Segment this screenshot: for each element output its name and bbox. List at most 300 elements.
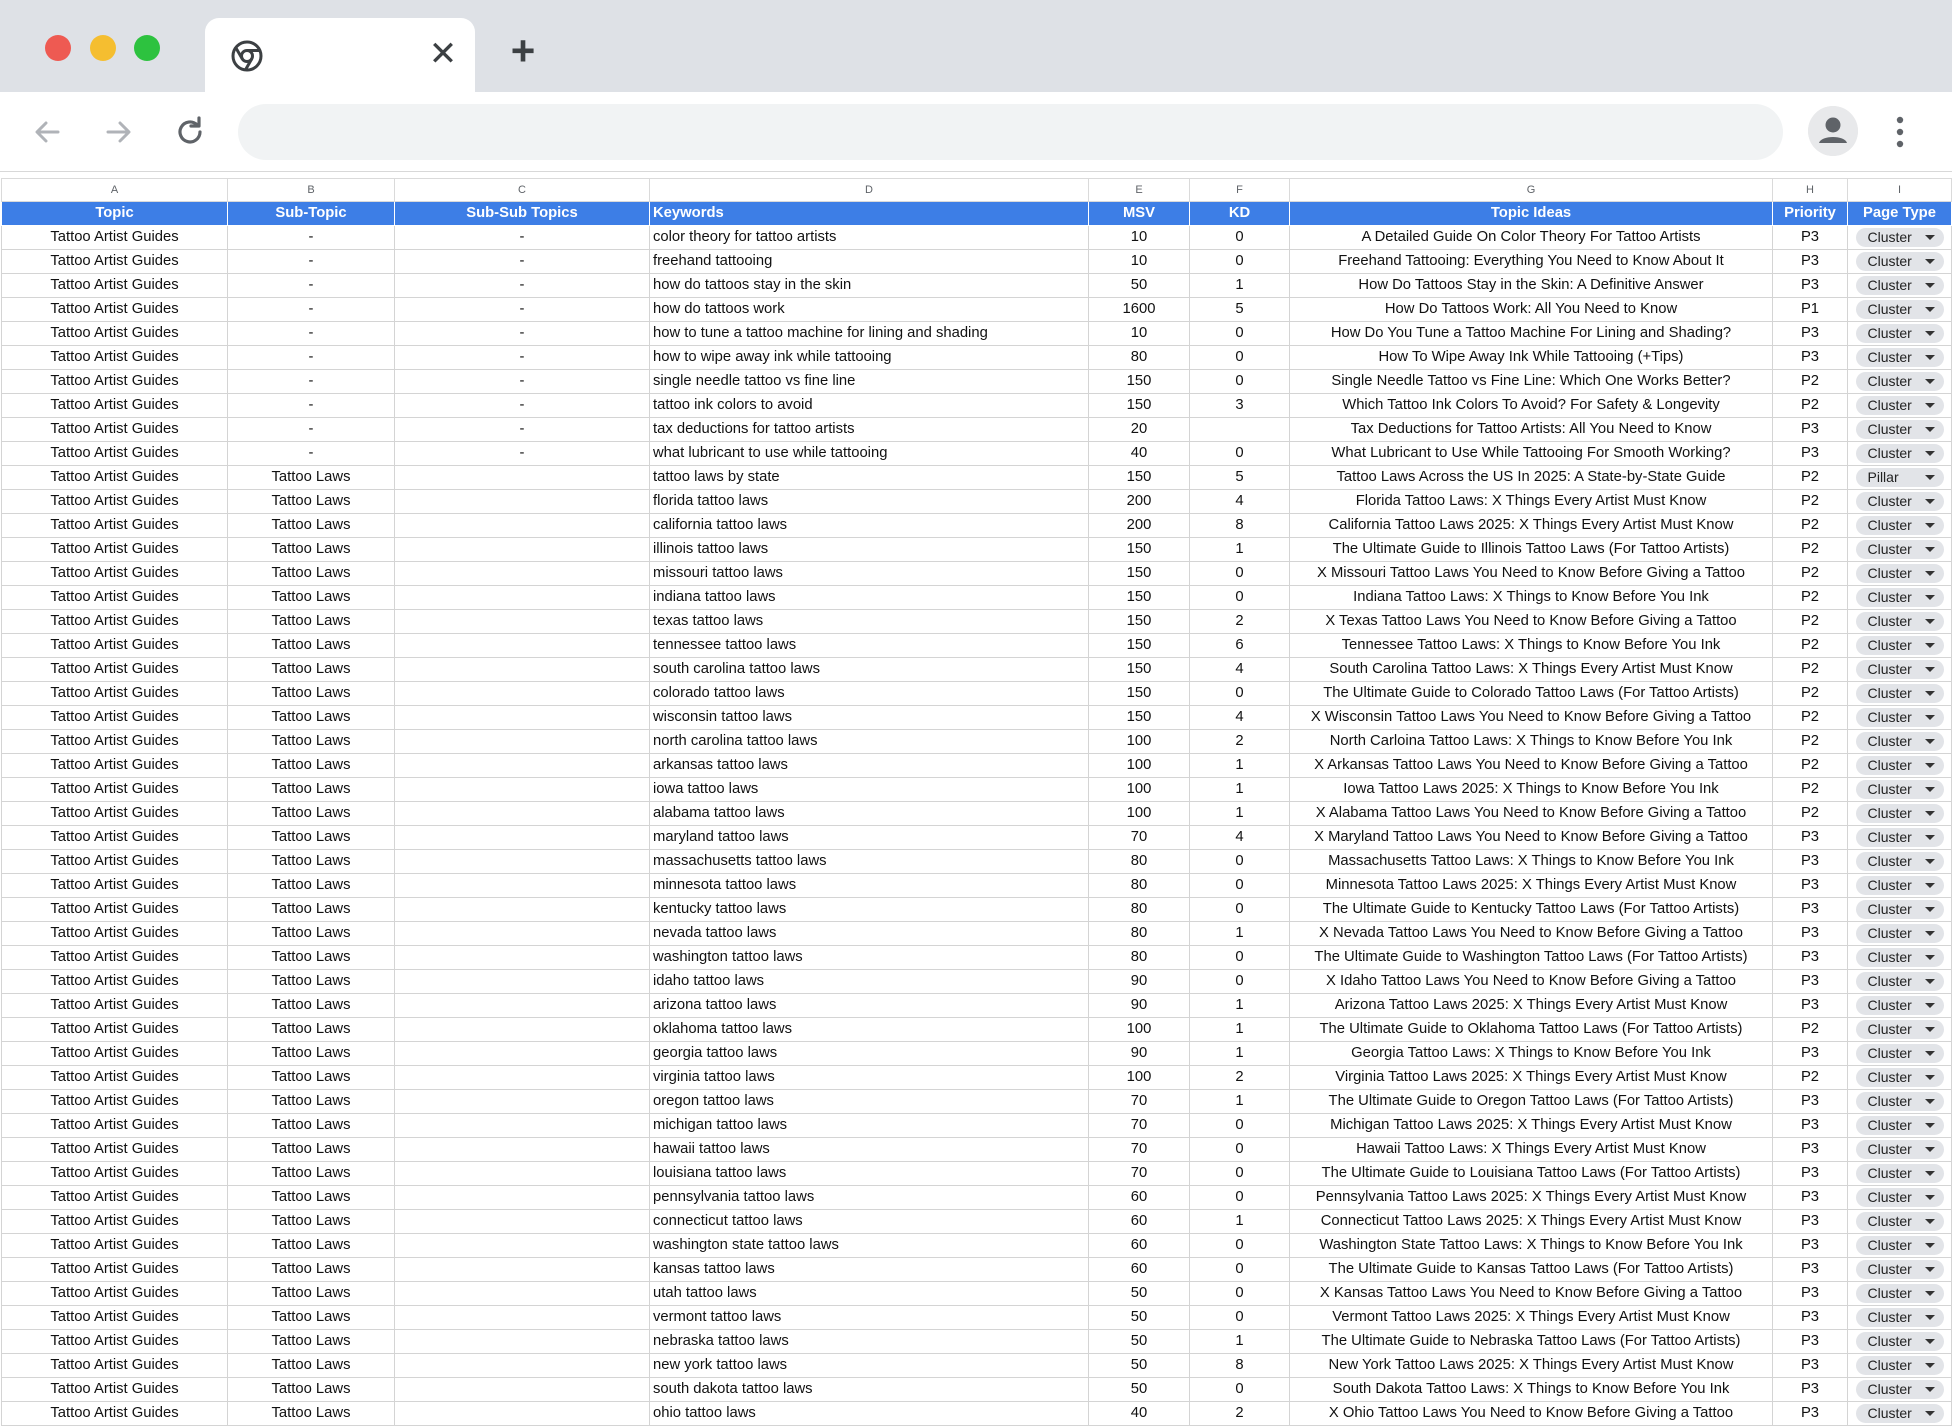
topic-cell[interactable]: Tattoo Artist Guides [2,754,228,778]
sub-sub-topic-cell[interactable] [395,562,650,586]
topic-cell[interactable]: Tattoo Artist Guides [2,490,228,514]
msv-cell[interactable]: 50 [1089,1354,1190,1378]
page-type-cell[interactable] [1848,826,1952,850]
msv-cell[interactable]: 40 [1089,1402,1190,1426]
kd-cell[interactable]: 5 [1190,298,1290,322]
minimize-window-button[interactable] [90,35,116,61]
header-page-type[interactable]: Page Type [1848,202,1952,226]
topic-idea-cell[interactable]: What Lubricant to Use While Tattooing For Smooth Working? [1290,442,1773,466]
page-type-dropdown[interactable]: Cluster [1856,996,1944,1015]
topic-cell[interactable]: Tattoo Artist Guides [2,1234,228,1258]
msv-cell[interactable]: 10 [1089,226,1190,250]
sub-sub-topic-cell[interactable] [395,850,650,874]
sub-topic-cell[interactable]: Tattoo Laws [228,514,395,538]
page-type-dropdown[interactable]: Cluster [1856,420,1944,439]
page-type-dropdown[interactable]: Cluster [1856,612,1944,631]
sub-sub-topic-cell[interactable] [395,826,650,850]
topic-cell[interactable]: Tattoo Artist Guides [2,562,228,586]
sub-sub-topic-cell[interactable] [395,1306,650,1330]
topic-idea-cell[interactable]: Tennessee Tattoo Laws: X Things to Know Before You Ink [1290,634,1773,658]
page-type-dropdown[interactable]: Cluster [1856,876,1944,895]
page-type-dropdown[interactable]: Cluster [1856,516,1944,535]
keyword-cell[interactable]: iowa tattoo laws [650,778,1089,802]
topic-cell[interactable]: Tattoo Artist Guides [2,322,228,346]
sub-sub-topic-cell[interactable] [395,1282,650,1306]
msv-cell[interactable]: 100 [1089,802,1190,826]
keyword-cell[interactable]: how to wipe away ink while tattooing [650,346,1089,370]
keyword-cell[interactable]: virginia tattoo laws [650,1066,1089,1090]
browser-menu-icon[interactable] [1890,112,1910,152]
kd-cell[interactable] [1190,418,1290,442]
topic-cell[interactable]: Tattoo Artist Guides [2,538,228,562]
msv-cell[interactable]: 10 [1089,250,1190,274]
msv-cell[interactable]: 80 [1089,346,1190,370]
keyword-cell[interactable]: missouri tattoo laws [650,562,1089,586]
kd-cell[interactable]: 0 [1190,898,1290,922]
kd-cell[interactable]: 3 [1190,394,1290,418]
sub-topic-cell[interactable]: Tattoo Laws [228,874,395,898]
sub-topic-cell[interactable]: Tattoo Laws [228,1354,395,1378]
topic-idea-cell[interactable]: How Do You Tune a Tattoo Machine For Lining and Shading? [1290,322,1773,346]
keyword-cell[interactable]: illinois tattoo laws [650,538,1089,562]
sub-topic-cell[interactable]: Tattoo Laws [228,1018,395,1042]
topic-idea-cell[interactable]: X Texas Tattoo Laws You Need to Know Before Giving a Tattoo [1290,610,1773,634]
sub-sub-topic-cell[interactable] [395,1258,650,1282]
page-type-cell[interactable] [1848,874,1952,898]
sub-topic-cell[interactable]: Tattoo Laws [228,1258,395,1282]
sub-topic-cell[interactable]: Tattoo Laws [228,682,395,706]
msv-cell[interactable]: 150 [1089,394,1190,418]
kd-cell[interactable]: 0 [1190,850,1290,874]
sub-sub-topic-cell[interactable] [395,1162,650,1186]
sub-topic-cell[interactable]: Tattoo Laws [228,490,395,514]
topic-idea-cell[interactable]: The Ultimate Guide to Nebraska Tattoo Laws (For Tattoo Artists) [1290,1330,1773,1354]
sub-topic-cell[interactable]: Tattoo Laws [228,1330,395,1354]
msv-cell[interactable]: 60 [1089,1258,1190,1282]
page-type-cell[interactable] [1848,490,1952,514]
page-type-cell[interactable] [1848,754,1952,778]
sub-topic-cell[interactable]: - [228,226,395,250]
keyword-cell[interactable]: washington state tattoo laws [650,1234,1089,1258]
topic-idea-cell[interactable]: The Ultimate Guide to Kentucky Tattoo Laws (For Tattoo Artists) [1290,898,1773,922]
kd-cell[interactable]: 0 [1190,682,1290,706]
header-sub-topic[interactable]: Sub-Topic [228,202,395,226]
priority-cell[interactable]: P2 [1773,394,1848,418]
priority-cell[interactable]: P3 [1773,274,1848,298]
kd-cell[interactable]: 4 [1190,826,1290,850]
sub-sub-topic-cell[interactable] [395,1378,650,1402]
topic-idea-cell[interactable]: South Carolina Tattoo Laws: X Things Every Artist Must Know [1290,658,1773,682]
topic-cell[interactable]: Tattoo Artist Guides [2,1018,228,1042]
page-type-dropdown[interactable]: Pillar [1856,468,1944,487]
page-type-cell[interactable] [1848,730,1952,754]
keyword-cell[interactable]: alabama tattoo laws [650,802,1089,826]
topic-idea-cell[interactable]: Tax Deductions for Tattoo Artists: All You Need to Know [1290,418,1773,442]
priority-cell[interactable]: P3 [1773,1282,1848,1306]
sub-topic-cell[interactable]: - [228,370,395,394]
topic-cell[interactable]: Tattoo Artist Guides [2,1138,228,1162]
page-type-cell[interactable] [1848,778,1952,802]
page-type-dropdown[interactable]: Cluster [1856,1020,1944,1039]
topic-cell[interactable]: Tattoo Artist Guides [2,802,228,826]
topic-cell[interactable]: Tattoo Artist Guides [2,850,228,874]
kd-cell[interactable]: 0 [1190,562,1290,586]
kd-cell[interactable]: 0 [1190,946,1290,970]
sub-sub-topic-cell[interactable] [395,1066,650,1090]
priority-cell[interactable]: P3 [1773,322,1848,346]
priority-cell[interactable]: P3 [1773,922,1848,946]
topic-idea-cell[interactable]: The Ultimate Guide to Washington Tattoo Laws (For Tattoo Artists) [1290,946,1773,970]
topic-idea-cell[interactable]: A Detailed Guide On Color Theory For Tattoo Artists [1290,226,1773,250]
page-type-dropdown[interactable]: Cluster [1856,1068,1944,1087]
sub-sub-topic-cell[interactable] [395,1186,650,1210]
keyword-cell[interactable]: georgia tattoo laws [650,1042,1089,1066]
topic-idea-cell[interactable]: Florida Tattoo Laws: X Things Every Artist Must Know [1290,490,1773,514]
topic-cell[interactable]: Tattoo Artist Guides [2,1186,228,1210]
kd-cell[interactable]: 1 [1190,754,1290,778]
page-type-cell[interactable] [1848,1306,1952,1330]
back-arrow-icon[interactable] [28,112,68,152]
kd-cell[interactable]: 8 [1190,1354,1290,1378]
page-type-cell[interactable] [1848,1354,1952,1378]
keyword-cell[interactable]: how to tune a tattoo machine for lining and shading [650,322,1089,346]
page-type-dropdown[interactable]: Cluster [1856,660,1944,679]
priority-cell[interactable]: P3 [1773,1378,1848,1402]
reload-icon[interactable] [170,112,210,152]
priority-cell[interactable]: P3 [1773,226,1848,250]
msv-cell[interactable]: 70 [1089,1114,1190,1138]
sub-sub-topic-cell[interactable] [395,706,650,730]
sub-topic-cell[interactable]: - [228,298,395,322]
topic-cell[interactable]: Tattoo Artist Guides [2,1066,228,1090]
page-type-dropdown[interactable]: Cluster [1856,564,1944,583]
sub-sub-topic-cell[interactable] [395,994,650,1018]
topic-idea-cell[interactable]: Iowa Tattoo Laws 2025: X Things to Know Before You Ink [1290,778,1773,802]
kd-cell[interactable]: 2 [1190,1066,1290,1090]
priority-cell[interactable]: P3 [1773,250,1848,274]
priority-cell[interactable]: P3 [1773,1354,1848,1378]
page-type-dropdown[interactable]: Cluster [1856,1044,1944,1063]
page-type-cell[interactable] [1848,370,1952,394]
keyword-cell[interactable]: vermont tattoo laws [650,1306,1089,1330]
topic-cell[interactable]: Tattoo Artist Guides [2,1114,228,1138]
sub-topic-cell[interactable]: Tattoo Laws [228,946,395,970]
topic-cell[interactable]: Tattoo Artist Guides [2,970,228,994]
sub-sub-topic-cell[interactable] [395,538,650,562]
sub-topic-cell[interactable]: Tattoo Laws [228,850,395,874]
page-type-cell[interactable] [1848,1378,1952,1402]
page-type-dropdown[interactable]: Cluster [1856,756,1944,775]
page-type-dropdown[interactable]: Cluster [1856,1140,1944,1159]
page-type-dropdown[interactable]: Cluster [1856,852,1944,871]
msv-cell[interactable]: 40 [1089,442,1190,466]
page-type-cell[interactable] [1848,1066,1952,1090]
sub-topic-cell[interactable]: Tattoo Laws [228,1042,395,1066]
page-type-dropdown[interactable]: Cluster [1856,1116,1944,1135]
keyword-cell[interactable]: tattoo ink colors to avoid [650,394,1089,418]
profile-avatar-icon[interactable] [1808,106,1858,156]
page-type-cell[interactable] [1848,466,1952,490]
page-type-cell[interactable] [1848,610,1952,634]
topic-idea-cell[interactable]: Arizona Tattoo Laws 2025: X Things Every Artist Must Know [1290,994,1773,1018]
topic-idea-cell[interactable]: How Do Tattoos Stay in the Skin: A Definitive Answer [1290,274,1773,298]
kd-cell[interactable]: 0 [1190,1282,1290,1306]
sub-sub-topic-cell[interactable] [395,1090,650,1114]
kd-cell[interactable]: 1 [1190,922,1290,946]
page-type-dropdown[interactable]: Cluster [1856,372,1944,391]
sub-topic-cell[interactable]: - [228,250,395,274]
sub-topic-cell[interactable]: Tattoo Laws [228,1210,395,1234]
priority-cell[interactable]: P2 [1773,1066,1848,1090]
priority-cell[interactable]: P3 [1773,994,1848,1018]
sub-topic-cell[interactable]: Tattoo Laws [228,1162,395,1186]
msv-cell[interactable]: 150 [1089,466,1190,490]
sub-topic-cell[interactable]: Tattoo Laws [228,562,395,586]
page-type-cell[interactable] [1848,1402,1952,1426]
sub-sub-topic-cell[interactable] [395,682,650,706]
kd-cell[interactable]: 1 [1190,994,1290,1018]
page-type-cell[interactable] [1848,1186,1952,1210]
topic-cell[interactable]: Tattoo Artist Guides [2,610,228,634]
priority-cell[interactable]: P3 [1773,1090,1848,1114]
topic-cell[interactable]: Tattoo Artist Guides [2,826,228,850]
topic-cell[interactable]: Tattoo Artist Guides [2,778,228,802]
sub-topic-cell[interactable]: - [228,346,395,370]
page-type-cell[interactable] [1848,1114,1952,1138]
page-type-cell[interactable] [1848,802,1952,826]
page-type-dropdown[interactable]: Cluster [1856,1164,1944,1183]
sub-sub-topic-cell[interactable] [395,466,650,490]
priority-cell[interactable]: P2 [1773,634,1848,658]
sub-sub-topic-cell[interactable] [395,802,650,826]
msv-cell[interactable]: 50 [1089,1378,1190,1402]
page-type-dropdown[interactable]: Cluster [1856,252,1944,271]
msv-cell[interactable]: 150 [1089,538,1190,562]
topic-cell[interactable]: Tattoo Artist Guides [2,274,228,298]
msv-cell[interactable]: 90 [1089,970,1190,994]
page-type-dropdown[interactable]: Cluster [1856,396,1944,415]
topic-idea-cell[interactable]: How To Wipe Away Ink While Tattooing (+Tips) [1290,346,1773,370]
sub-topic-cell[interactable]: Tattoo Laws [228,610,395,634]
kd-cell[interactable]: 4 [1190,490,1290,514]
topic-idea-cell[interactable]: X Nevada Tattoo Laws You Need to Know Before Giving a Tattoo [1290,922,1773,946]
priority-cell[interactable]: P3 [1773,1330,1848,1354]
msv-cell[interactable]: 70 [1089,1162,1190,1186]
sub-sub-topic-cell[interactable] [395,874,650,898]
kd-cell[interactable]: 1 [1190,274,1290,298]
keyword-cell[interactable]: north carolina tattoo laws [650,730,1089,754]
page-type-dropdown[interactable]: Cluster [1856,948,1944,967]
page-type-cell[interactable] [1848,418,1952,442]
keyword-cell[interactable]: arizona tattoo laws [650,994,1089,1018]
topic-cell[interactable]: Tattoo Artist Guides [2,994,228,1018]
keyword-cell[interactable]: freehand tattooing [650,250,1089,274]
msv-cell[interactable]: 70 [1089,1090,1190,1114]
topic-idea-cell[interactable]: X Maryland Tattoo Laws You Need to Know Before Giving a Tattoo [1290,826,1773,850]
sub-sub-topic-cell[interactable] [395,1210,650,1234]
kd-cell[interactable]: 8 [1190,514,1290,538]
topic-idea-cell[interactable]: Massachusetts Tattoo Laws: X Things to Know Before You Ink [1290,850,1773,874]
sub-topic-cell[interactable]: Tattoo Laws [228,1186,395,1210]
priority-cell[interactable]: P2 [1773,754,1848,778]
topic-idea-cell[interactable]: Tattoo Laws Across the US In 2025: A State-by-State Guide [1290,466,1773,490]
kd-cell[interactable]: 2 [1190,1402,1290,1426]
page-type-cell[interactable] [1848,682,1952,706]
sub-topic-cell[interactable]: Tattoo Laws [228,1066,395,1090]
column-letter[interactable]: B [228,179,395,202]
sub-sub-topic-cell[interactable]: - [395,394,650,418]
topic-cell[interactable]: Tattoo Artist Guides [2,394,228,418]
msv-cell[interactable]: 50 [1089,1282,1190,1306]
sub-sub-topic-cell[interactable] [395,1234,650,1258]
kd-cell[interactable]: 2 [1190,610,1290,634]
keyword-cell[interactable]: south carolina tattoo laws [650,658,1089,682]
msv-cell[interactable]: 60 [1089,1210,1190,1234]
msv-cell[interactable]: 150 [1089,682,1190,706]
topic-cell[interactable]: Tattoo Artist Guides [2,418,228,442]
page-type-cell[interactable] [1848,274,1952,298]
msv-cell[interactable]: 100 [1089,754,1190,778]
page-type-dropdown[interactable]: Cluster [1856,972,1944,991]
msv-cell[interactable]: 150 [1089,706,1190,730]
keyword-cell[interactable]: minnesota tattoo laws [650,874,1089,898]
page-type-cell[interactable] [1848,250,1952,274]
topic-cell[interactable]: Tattoo Artist Guides [2,1306,228,1330]
msv-cell[interactable]: 20 [1089,418,1190,442]
priority-cell[interactable]: P3 [1773,442,1848,466]
topic-idea-cell[interactable]: New York Tattoo Laws 2025: X Things Every Artist Must Know [1290,1354,1773,1378]
column-letter[interactable]: H [1773,179,1848,202]
topic-idea-cell[interactable]: South Dakota Tattoo Laws: X Things to Know Before You Ink [1290,1378,1773,1402]
sub-topic-cell[interactable]: Tattoo Laws [228,1114,395,1138]
page-type-cell[interactable] [1848,994,1952,1018]
page-type-dropdown[interactable]: Cluster [1856,1212,1944,1231]
msv-cell[interactable]: 150 [1089,586,1190,610]
maximize-window-button[interactable] [134,35,160,61]
topic-idea-cell[interactable]: Pennsylvania Tattoo Laws 2025: X Things Every Artist Must Know [1290,1186,1773,1210]
msv-cell[interactable]: 100 [1089,1018,1190,1042]
msv-cell[interactable]: 70 [1089,826,1190,850]
msv-cell[interactable]: 150 [1089,370,1190,394]
priority-cell[interactable]: P3 [1773,1210,1848,1234]
priority-cell[interactable]: P2 [1773,778,1848,802]
msv-cell[interactable]: 50 [1089,1330,1190,1354]
keyword-cell[interactable]: arkansas tattoo laws [650,754,1089,778]
keyword-cell[interactable]: pennsylvania tattoo laws [650,1186,1089,1210]
keyword-cell[interactable]: oregon tattoo laws [650,1090,1089,1114]
priority-cell[interactable]: P2 [1773,370,1848,394]
priority-cell[interactable]: P2 [1773,538,1848,562]
sub-topic-cell[interactable]: Tattoo Laws [228,466,395,490]
topic-idea-cell[interactable]: X Wisconsin Tattoo Laws You Need to Know Before Giving a Tattoo [1290,706,1773,730]
sub-sub-topic-cell[interactable] [395,778,650,802]
sub-topic-cell[interactable]: Tattoo Laws [228,826,395,850]
page-type-cell[interactable] [1848,706,1952,730]
priority-cell[interactable]: P3 [1773,826,1848,850]
kd-cell[interactable]: 0 [1190,586,1290,610]
keyword-cell[interactable]: tennessee tattoo laws [650,634,1089,658]
topic-cell[interactable]: Tattoo Artist Guides [2,250,228,274]
sub-sub-topic-cell[interactable] [395,946,650,970]
keyword-cell[interactable]: michigan tattoo laws [650,1114,1089,1138]
page-type-dropdown[interactable]: Cluster [1856,300,1944,319]
msv-cell[interactable]: 80 [1089,946,1190,970]
kd-cell[interactable]: 0 [1190,1378,1290,1402]
topic-idea-cell[interactable]: The Ultimate Guide to Kansas Tattoo Laws (For Tattoo Artists) [1290,1258,1773,1282]
priority-cell[interactable]: P2 [1773,610,1848,634]
sub-topic-cell[interactable]: - [228,274,395,298]
topic-cell[interactable]: Tattoo Artist Guides [2,1210,228,1234]
priority-cell[interactable]: P2 [1773,802,1848,826]
msv-cell[interactable]: 80 [1089,850,1190,874]
sub-sub-topic-cell[interactable] [395,754,650,778]
msv-cell[interactable]: 100 [1089,1066,1190,1090]
sub-topic-cell[interactable]: Tattoo Laws [228,538,395,562]
kd-cell[interactable]: 4 [1190,706,1290,730]
topic-cell[interactable]: Tattoo Artist Guides [2,226,228,250]
page-type-cell[interactable] [1848,1282,1952,1306]
topic-cell[interactable]: Tattoo Artist Guides [2,466,228,490]
kd-cell[interactable]: 0 [1190,346,1290,370]
topic-idea-cell[interactable]: Washington State Tattoo Laws: X Things to Know Before You Ink [1290,1234,1773,1258]
topic-cell[interactable]: Tattoo Artist Guides [2,346,228,370]
priority-cell[interactable]: P3 [1773,1186,1848,1210]
sub-sub-topic-cell[interactable]: - [395,274,650,298]
msv-cell[interactable]: 150 [1089,562,1190,586]
topic-idea-cell[interactable]: The Ultimate Guide to Colorado Tattoo Laws (For Tattoo Artists) [1290,682,1773,706]
priority-cell[interactable]: P1 [1773,298,1848,322]
topic-cell[interactable]: Tattoo Artist Guides [2,922,228,946]
topic-idea-cell[interactable]: Virginia Tattoo Laws 2025: X Things Every Artist Must Know [1290,1066,1773,1090]
topic-idea-cell[interactable]: Which Tattoo Ink Colors To Avoid? For Safety & Longevity [1290,394,1773,418]
page-type-cell[interactable] [1848,898,1952,922]
page-type-cell[interactable] [1848,562,1952,586]
page-type-cell[interactable] [1848,538,1952,562]
keyword-cell[interactable]: single needle tattoo vs fine line [650,370,1089,394]
sub-sub-topic-cell[interactable]: - [395,370,650,394]
page-type-cell[interactable] [1848,1258,1952,1282]
sub-sub-topic-cell[interactable] [395,1330,650,1354]
sub-sub-topic-cell[interactable] [395,634,650,658]
sub-topic-cell[interactable]: Tattoo Laws [228,898,395,922]
sub-sub-topic-cell[interactable] [395,1114,650,1138]
priority-cell[interactable]: P3 [1773,1114,1848,1138]
header-topic-ideas[interactable]: Topic Ideas [1290,202,1773,226]
priority-cell[interactable]: P3 [1773,1138,1848,1162]
kd-cell[interactable]: 1 [1190,1210,1290,1234]
page-type-cell[interactable] [1848,226,1952,250]
topic-idea-cell[interactable]: The Ultimate Guide to Illinois Tattoo Laws (For Tattoo Artists) [1290,538,1773,562]
msv-cell[interactable]: 50 [1089,274,1190,298]
topic-cell[interactable]: Tattoo Artist Guides [2,898,228,922]
page-type-cell[interactable] [1848,394,1952,418]
msv-cell[interactable]: 80 [1089,922,1190,946]
header-priority[interactable]: Priority [1773,202,1848,226]
priority-cell[interactable]: P3 [1773,946,1848,970]
kd-cell[interactable]: 0 [1190,226,1290,250]
msv-cell[interactable]: 10 [1089,322,1190,346]
keyword-cell[interactable]: ohio tattoo laws [650,1402,1089,1426]
page-type-dropdown[interactable]: Cluster [1856,1308,1944,1327]
kd-cell[interactable]: 0 [1190,250,1290,274]
sub-sub-topic-cell[interactable] [395,1402,650,1426]
sub-sub-topic-cell[interactable]: - [395,346,650,370]
kd-cell[interactable]: 2 [1190,730,1290,754]
msv-cell[interactable]: 90 [1089,1042,1190,1066]
page-type-dropdown[interactable]: Cluster [1856,1332,1944,1351]
topic-idea-cell[interactable]: The Ultimate Guide to Louisiana Tattoo Laws (For Tattoo Artists) [1290,1162,1773,1186]
sub-sub-topic-cell[interactable] [395,1354,650,1378]
